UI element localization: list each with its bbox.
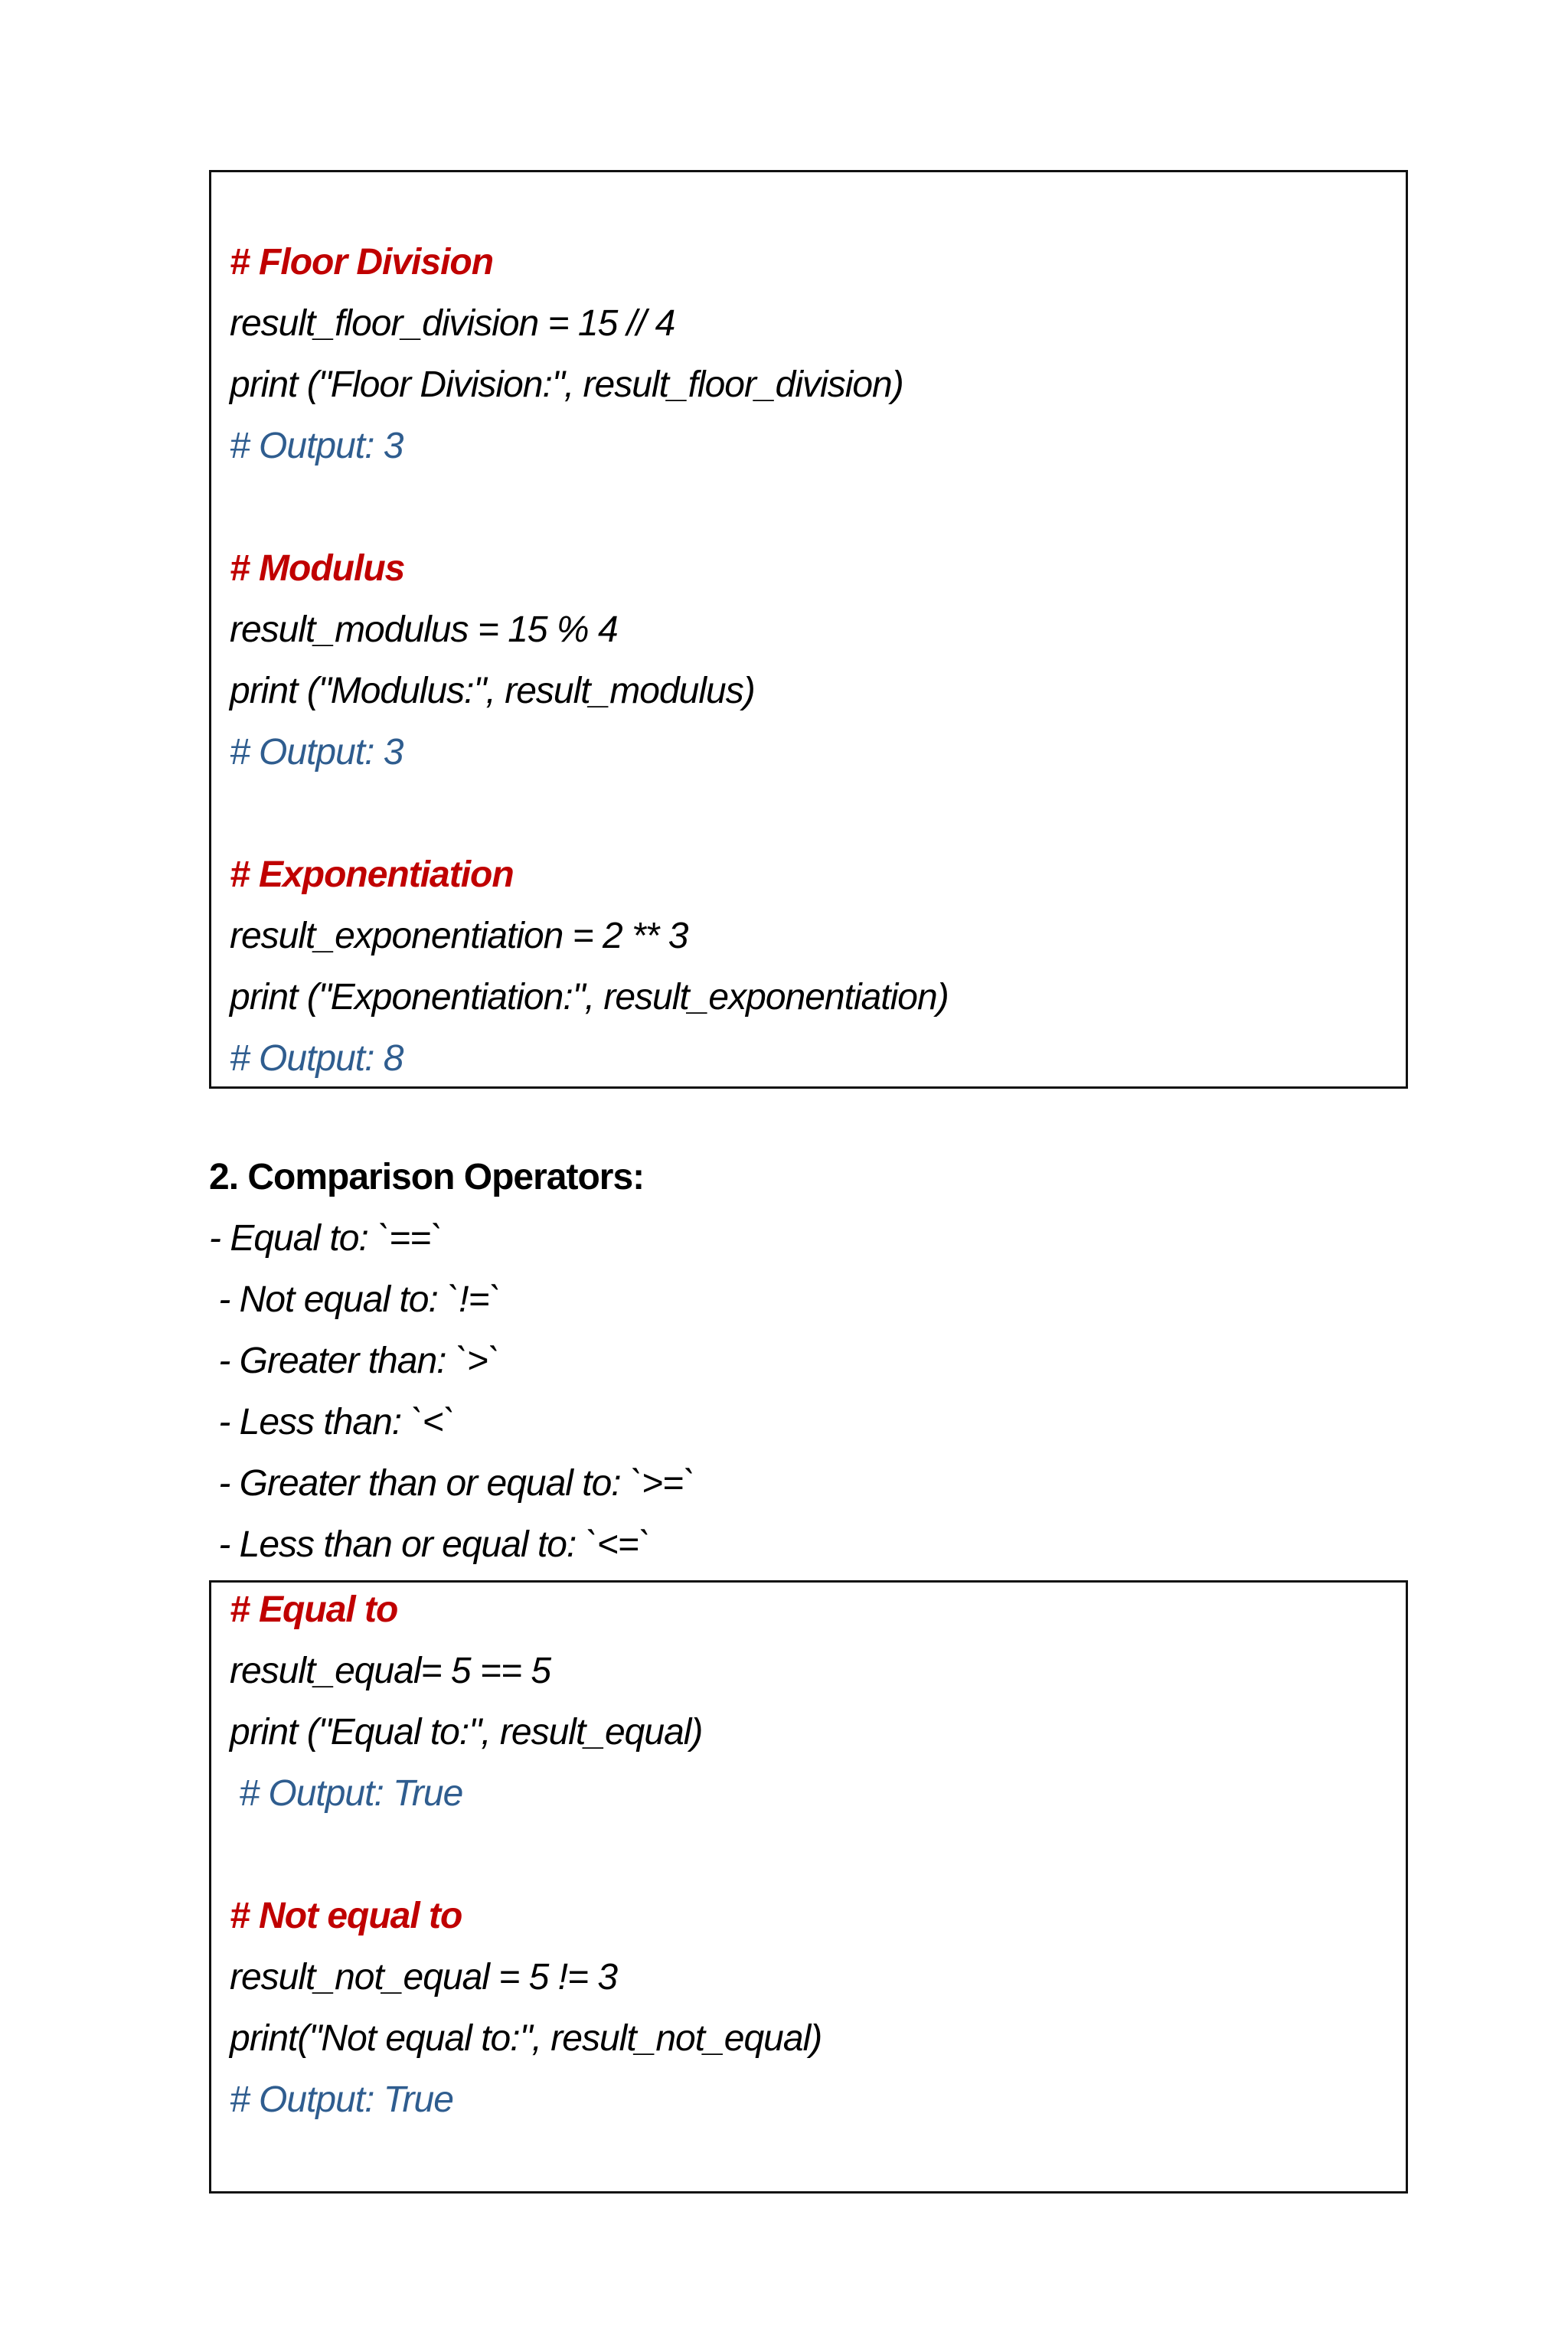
bullet-not-equal-to: - Not equal to: `!=` [209, 1279, 501, 1320]
code-line: print ("Floor Division:", result_floor_division) [230, 364, 903, 405]
code-line: print ("Exponentiation:", result_exponentiation) [230, 977, 949, 1018]
code-line: print ("Modulus:", result_modulus) [230, 671, 755, 711]
bullet-greater-equal: - Greater than or equal to: `>=` [209, 1463, 695, 1504]
comment-output: # Output: True [230, 1773, 463, 1814]
comment-output: # Output: 3 [230, 426, 403, 466]
comment-heading-exponentiation: # Exponentiation [230, 854, 514, 895]
comment-heading-equal-to: # Equal to [230, 1589, 398, 1630]
bullet-greater-than: - Greater than: `>` [209, 1341, 499, 1381]
comment-heading-floor-division: # Floor Division [230, 242, 494, 283]
comment-heading-modulus: # Modulus [230, 548, 405, 589]
comment-output: # Output: 8 [230, 1038, 403, 1079]
code-line: result_floor_division = 15 // 4 [230, 303, 675, 344]
code-box-comparison [209, 1580, 1408, 2194]
code-box-arithmetic [209, 170, 1408, 1089]
code-line: result_not_equal = 5 != 3 [230, 1957, 618, 1998]
code-line: print ("Equal to:", result_equal) [230, 1712, 703, 1753]
section-title: 2. Comparison Operators: [209, 1157, 645, 1197]
code-line: result_modulus = 15 % 4 [230, 609, 618, 650]
bullet-less-equal: - Less than or equal to: `<=` [209, 1524, 650, 1565]
code-line: result_exponentiation = 2 ** 3 [230, 916, 688, 956]
bullet-less-than: - Less than: `<` [209, 1402, 455, 1442]
bullet-equal-to: - Equal to: `==` [209, 1218, 443, 1259]
comment-output: # Output: 3 [230, 732, 403, 773]
comment-output: # Output: True [230, 2079, 453, 2120]
code-line: result_equal= 5 == 5 [230, 1651, 551, 1691]
comment-heading-not-equal-to: # Not equal to [230, 1896, 462, 1936]
code-line: print("Not equal to:", result_not_equal) [230, 2018, 822, 2059]
